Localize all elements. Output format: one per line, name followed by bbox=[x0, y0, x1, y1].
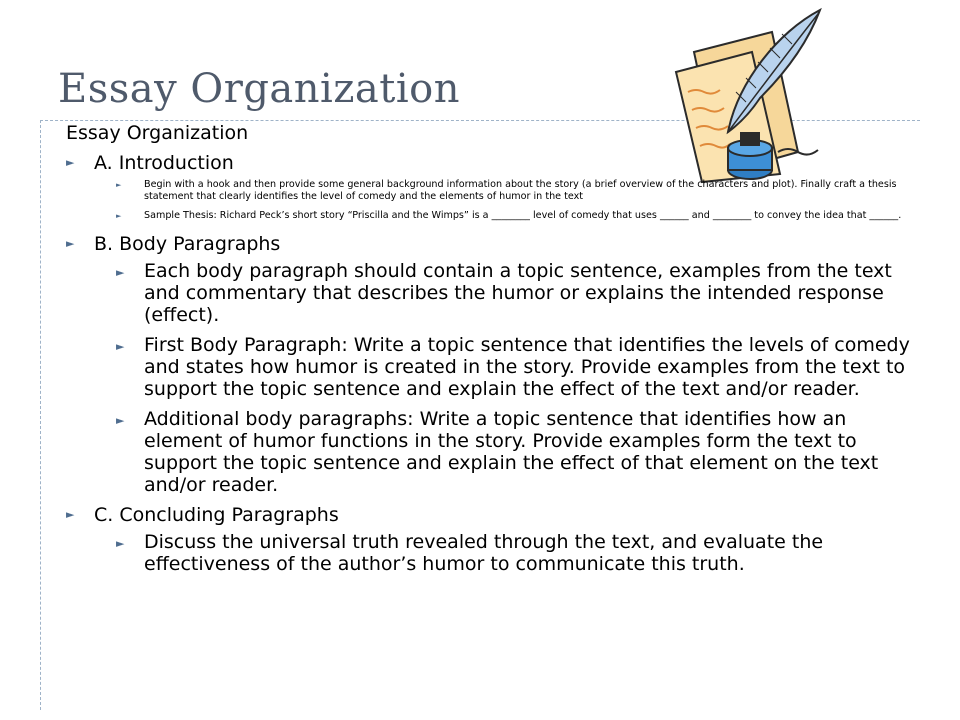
point-text: Each body paragraph should contain a topic sentence, examples from the text and commentary that describes the humor or explains the intended response (effect). bbox=[144, 259, 892, 326]
point-text: Additional body paragraphs: Write a topic sentence that identifies how an element of humor functions in the story. Provide examples form the text to support the topic sentence and explain the effect of that element on the text and/or reader. bbox=[144, 407, 879, 496]
bullet-icon: ► bbox=[116, 536, 125, 550]
bullet-icon: ► bbox=[66, 507, 75, 521]
section-introduction bbox=[66, 152, 916, 174]
bullet-icon: ► bbox=[66, 236, 75, 250]
list-item bbox=[116, 334, 916, 400]
point-text: First Body Paragraph: Write a topic sentence that identifies the levels of comedy and states how humor is created in the story. Provide examples from the text to support the topic sentence and explain the effect of the text and/or reader. bbox=[144, 333, 910, 400]
section-label: C. Concluding Paragraphs bbox=[94, 503, 339, 526]
left-margin-divider bbox=[40, 120, 41, 710]
point-text: Sample Thesis: Richard Peck’s short story “Priscilla and the Wimps” is a ________ level of comedy that uses ______ and ________ to convey the idea that ______. bbox=[144, 210, 902, 221]
bullet-icon: ► bbox=[116, 181, 122, 189]
section-body-paragraphs bbox=[66, 233, 916, 255]
section-concluding-paragraphs bbox=[66, 504, 916, 526]
slide-body bbox=[66, 122, 916, 583]
list-item bbox=[116, 408, 916, 496]
section-label: A. Introduction bbox=[94, 152, 234, 174]
point-text: Begin with a hook and then provide some general background information about the story (a brief overview of the characters and plot). Finally craft a thesis statement that clearly identifies the level of comedy and the elements of humor in the text bbox=[144, 179, 897, 202]
bullet-icon: ► bbox=[116, 212, 122, 220]
list-item bbox=[116, 531, 916, 575]
bullet-icon: ► bbox=[116, 413, 125, 427]
list-item bbox=[116, 260, 916, 326]
slide-title: Essay Organization bbox=[58, 66, 460, 112]
bullet-icon: ► bbox=[116, 339, 125, 353]
bullet-icon: ► bbox=[116, 265, 125, 279]
list-item bbox=[116, 179, 916, 202]
content-heading: Essay Organization bbox=[66, 122, 249, 144]
point-text: Discuss the universal truth revealed through the text, and evaluate the effectiveness of the author’s humor to communicate this truth. bbox=[144, 530, 824, 575]
section-label: B. Body Paragraphs bbox=[94, 232, 281, 255]
bullet-icon: ► bbox=[66, 156, 75, 169]
list-item bbox=[116, 210, 916, 223]
